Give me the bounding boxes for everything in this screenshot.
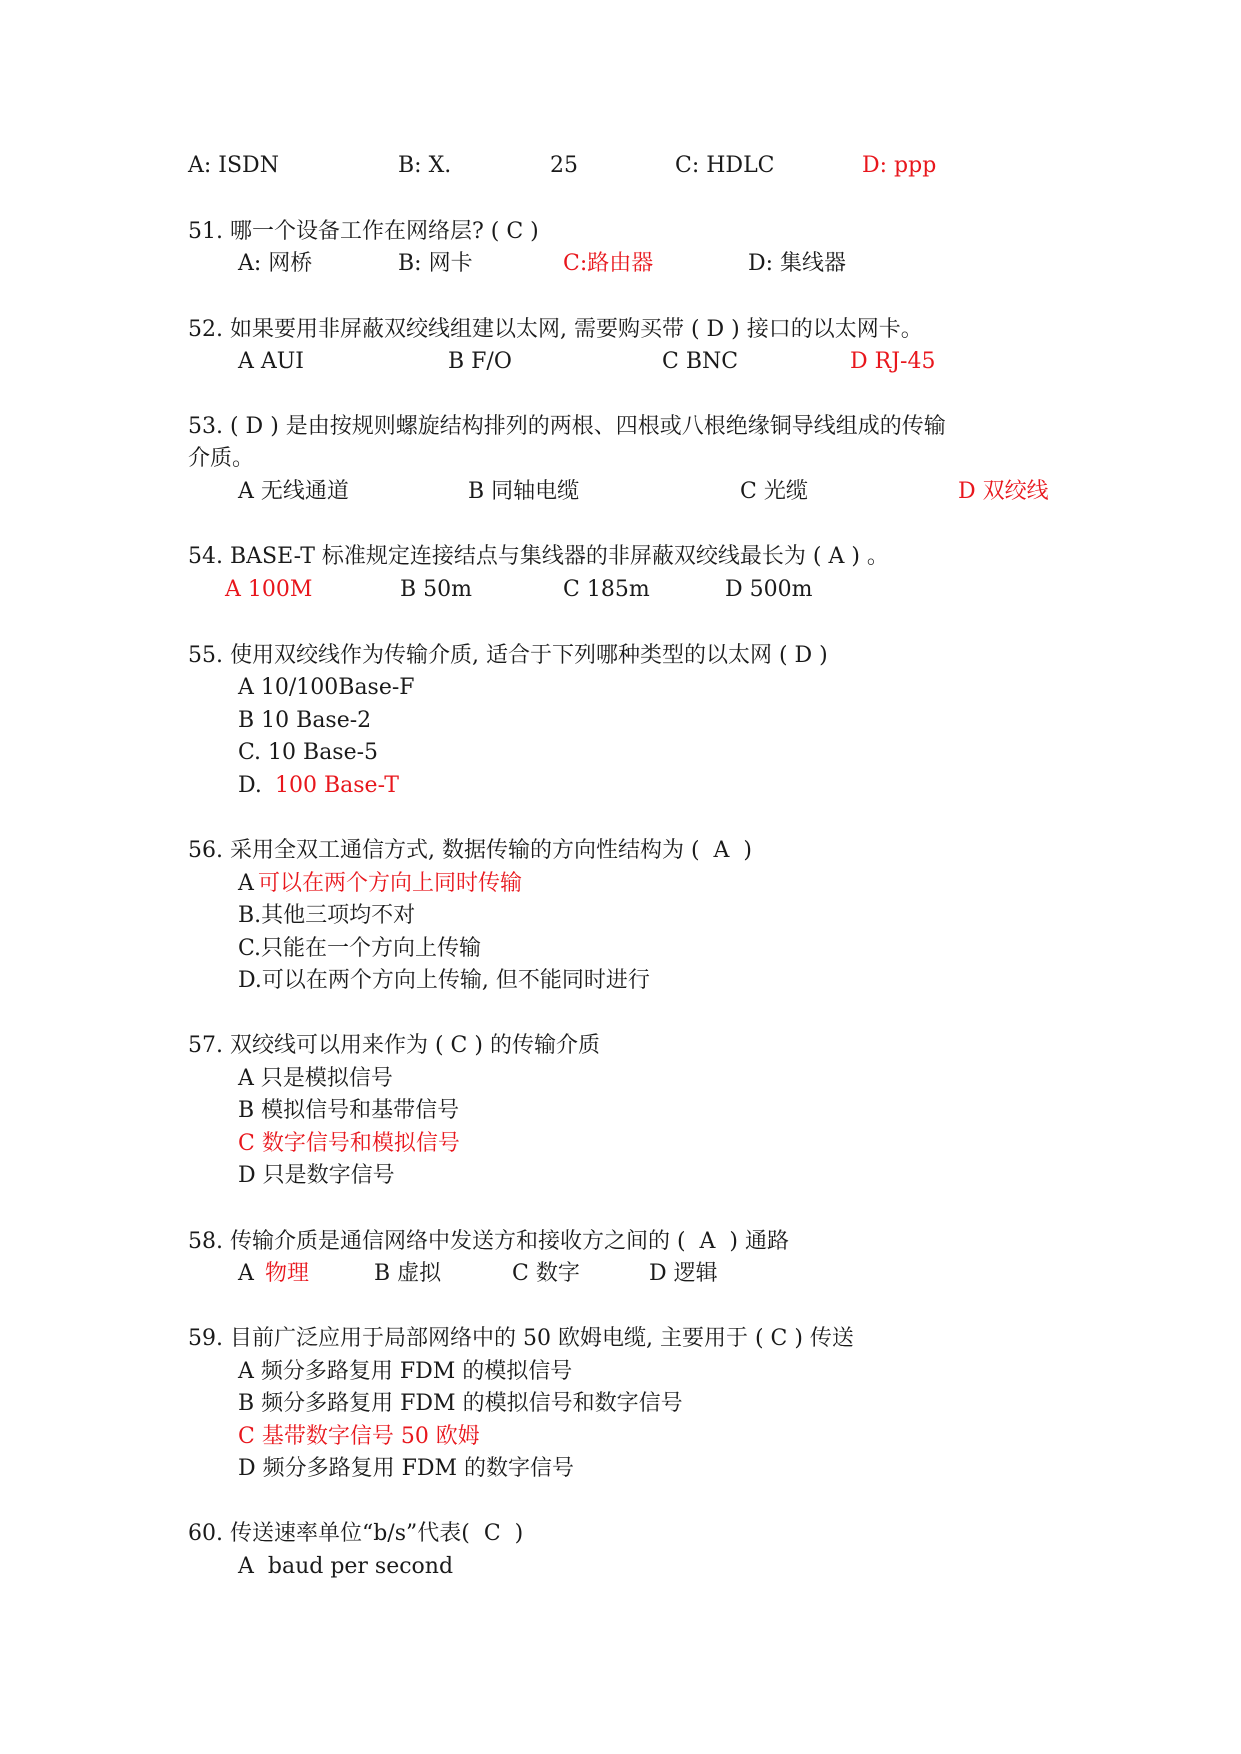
option-d: D 逻辑	[649, 1261, 718, 1286]
option-d: D 500m	[725, 577, 813, 602]
option-d-answer: D: ppp	[862, 153, 937, 178]
question-stem: 59. 目前广泛应用于局部网络中的 50 欧姆电缆, 主要用于 ( C ) 传送	[188, 1326, 854, 1351]
option-d: D 频分多路复用 FDM 的数字信号	[238, 1456, 575, 1481]
question-stem: 56. 采用全双工通信方式, 数据传输的方向性结构为 ( A )	[188, 838, 752, 863]
question-stem: 51. 哪一个设备工作在网络层? ( C )	[188, 219, 539, 244]
option-c: C 数字	[512, 1261, 580, 1286]
option-b-cont: 25	[550, 153, 578, 178]
option-a-label: A	[238, 1261, 254, 1286]
option-a: A baud per second	[238, 1554, 454, 1579]
option-c-answer: C 数字信号和模拟信号	[238, 1131, 460, 1156]
option-c: C. 10 Base-5	[238, 740, 379, 765]
option-b: B 50m	[400, 577, 473, 602]
question-stem: 53. ( D ) 是由按规则螺旋结构排列的两根、四根或八根绝缘铜导线组成的传输	[188, 414, 946, 439]
option-d: D 只是数字信号	[238, 1163, 395, 1188]
option-b: B 频分多路复用 FDM 的模拟信号和数字信号	[238, 1391, 683, 1416]
question-stem: 54. BASE-T 标准规定连接结点与集线器的非屏蔽双绞线最长为 ( A ) 。	[188, 544, 889, 569]
option-a-label: A	[238, 871, 254, 896]
option-a: A 无线通道	[238, 479, 349, 504]
option-b: B 虚拟	[374, 1261, 442, 1286]
option-b: B: 网卡	[398, 251, 473, 276]
option-b: B 同轴电缆	[468, 479, 580, 504]
question-stem: 57. 双绞线可以用来作为 ( C ) 的传输介质	[188, 1033, 600, 1058]
option-a: A 10/100Base-F	[238, 675, 415, 700]
option-b: B.其他三项均不对	[238, 903, 416, 928]
option-b: B F/O	[448, 349, 512, 374]
question-stem: 55. 使用双绞线作为传输介质, 适合于下列哪种类型的以太网 ( D )	[188, 643, 828, 668]
option-b: B 10 Base-2	[238, 708, 372, 733]
option-c: C BNC	[662, 349, 739, 374]
option-c: C 光缆	[740, 479, 808, 504]
option-a: A: 网桥	[238, 251, 313, 276]
option-d: D: 集线器	[748, 251, 847, 276]
question-stem: 52. 如果要用非屏蔽双绞线组建以太网, 需要购买带 ( D ) 接口的以太网卡。	[188, 317, 923, 342]
option-a-answer: 可以在两个方向上同时传输	[258, 871, 523, 896]
option-c: C 185m	[563, 577, 650, 602]
option-d-label: D.	[238, 773, 262, 798]
option-d-answer: 100 Base-T	[275, 773, 399, 798]
option-a-answer: A 100M	[225, 577, 313, 602]
option-c-answer: C:路由器	[563, 251, 654, 276]
option-c: C: HDLC	[675, 153, 775, 178]
option-a: A 只是模拟信号	[238, 1066, 393, 1091]
option-d-answer: D RJ-45	[850, 349, 936, 374]
option-c-answer: C 基带数字信号 50 欧姆	[238, 1424, 480, 1449]
question-stem: 60. 传送速率单位“b/s”代表( C )	[188, 1521, 524, 1546]
option-a-answer: 物理	[265, 1261, 310, 1286]
question-stem: 58. 传输介质是通信网络中发送方和接收方之间的 ( A ) 通路	[188, 1229, 789, 1254]
option-b: B 模拟信号和基带信号	[238, 1098, 460, 1123]
option-c: C.只能在一个方向上传输	[238, 936, 482, 961]
question-stem-cont: 介质。	[188, 446, 255, 471]
option-b: B: X.	[398, 153, 452, 178]
option-a: A: ISDN	[188, 153, 279, 178]
option-d: D.可以在两个方向上传输, 但不能同时进行	[238, 968, 650, 993]
option-a: A AUI	[238, 349, 304, 374]
option-a: A 频分多路复用 FDM 的模拟信号	[238, 1359, 573, 1384]
option-d-answer: D 双绞线	[958, 479, 1049, 504]
